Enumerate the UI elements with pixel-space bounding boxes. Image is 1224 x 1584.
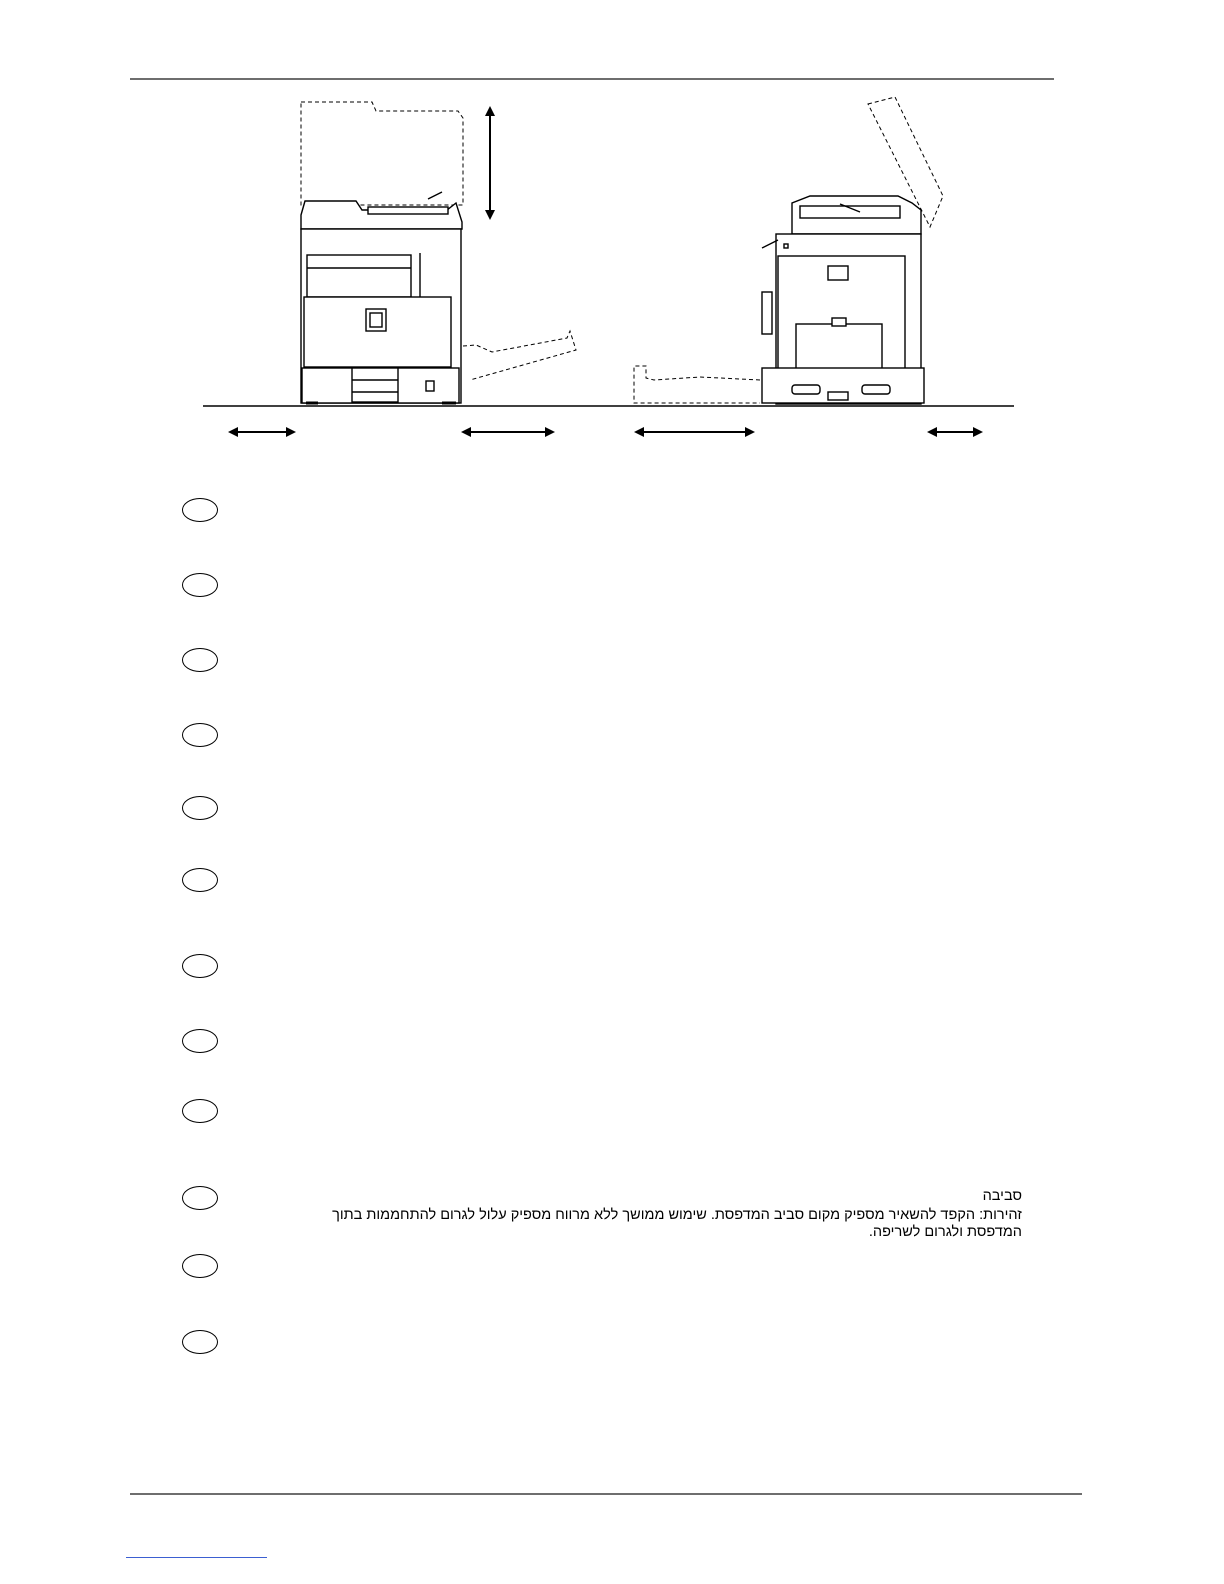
printer-side-view xyxy=(762,97,943,404)
language-badge xyxy=(182,796,218,820)
footer-link-underline[interactable] xyxy=(126,1557,267,1558)
language-badge xyxy=(182,1186,218,1210)
dashed-pulled-cassette-side xyxy=(634,366,760,403)
environment-heading: סביבה xyxy=(982,1188,1022,1204)
bottom-rule xyxy=(130,1493,1082,1495)
language-badge xyxy=(182,1029,218,1053)
environment-warning-text: זהירות: הקפד להשאיר מספיק מקום סביב המדפסת. שימוש ממושך ללא מרווח מספיק עלול לגרום להתחממות בתוך המדפסת ולגרום לשריפה. xyxy=(332,1207,1022,1240)
dashed-pulled-tray-front xyxy=(463,331,576,380)
language-badge xyxy=(182,868,218,892)
language-badge xyxy=(182,954,218,978)
language-badge xyxy=(182,498,218,522)
language-badge xyxy=(182,723,218,747)
dashed-open-processor-top xyxy=(301,102,463,205)
language-badge xyxy=(182,1254,218,1278)
printer-front-view xyxy=(301,102,463,403)
language-badge xyxy=(182,573,218,597)
environment-section xyxy=(290,1188,1022,1241)
language-badge xyxy=(182,648,218,672)
language-badge xyxy=(182,1330,218,1354)
printer-clearance-diagram xyxy=(0,0,1224,470)
language-badge xyxy=(182,1099,218,1123)
